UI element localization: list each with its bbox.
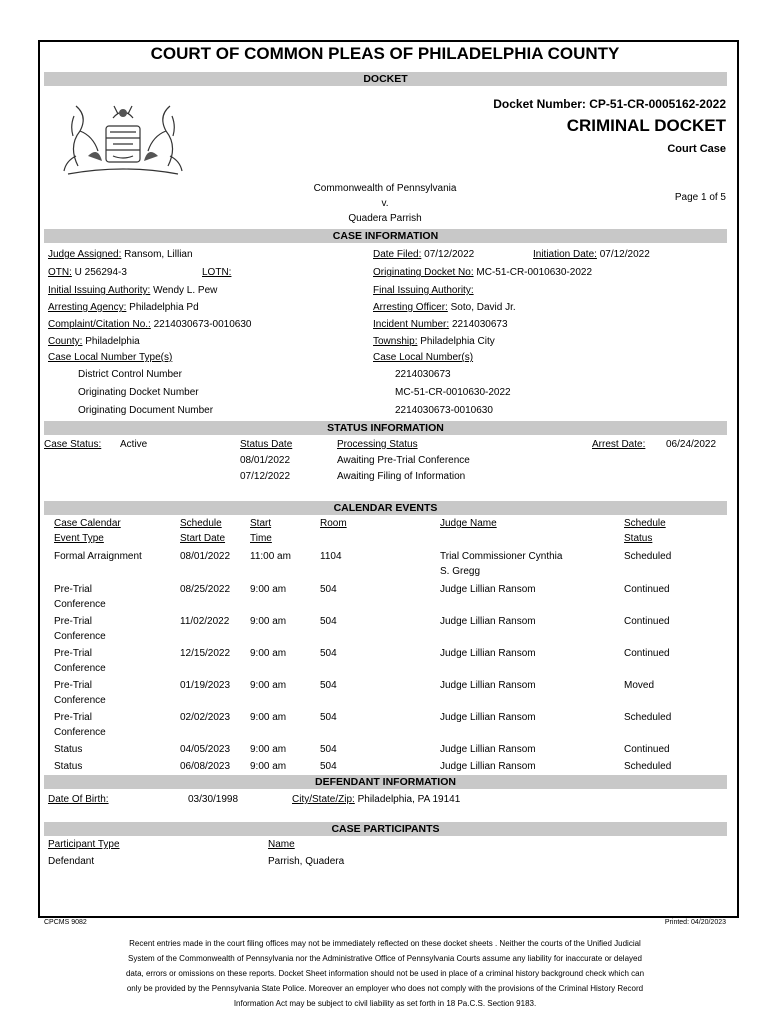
iia-value: Wendy L. Pew: [153, 285, 218, 296]
disclaimer-line-3: data, errors or omissions on these reports. Docket Sheet information should not be used in place of a criminal history background check which can: [125, 969, 645, 978]
start-time-cell: 9:00 am: [250, 712, 287, 723]
start-time-cell: 9:00 am: [250, 680, 287, 691]
local-number-3: 2214030673-0010630: [395, 405, 493, 416]
docket-bar: DOCKET: [44, 72, 727, 86]
dob-value: 03/30/1998: [188, 794, 239, 805]
start-time-cell: 9:00 am: [250, 584, 287, 595]
disclaimer-line-1: Recent entries made in the court filing offices may not be immediately reflected on these docket sheets . Neither the courts of the Unified Judicial: [129, 939, 641, 948]
event-type-cell: Pre-Trial: [54, 680, 92, 691]
dob-label: Date Of Birth:: [48, 794, 109, 805]
local-number-type-3: Originating Document Number: [78, 405, 214, 416]
col-room: Room: [320, 518, 347, 529]
event-type-cont-cell: Conference: [54, 663, 106, 674]
status-date-label: Status Date: [240, 439, 293, 450]
complaint-label: Complaint/Citation No.:: [48, 319, 151, 330]
processing-status-1: Awaiting Pre-Trial Conference: [337, 455, 470, 466]
room-cell: 504: [320, 584, 337, 595]
participant-name-value: Parrish, Quadera: [268, 856, 345, 867]
start-time-cell: 9:00 am: [250, 648, 287, 659]
col-event-type-2: Event Type: [54, 533, 104, 544]
county-value: Philadelphia: [85, 336, 140, 347]
schedule-status-cell: Continued: [624, 616, 670, 627]
originating-docket: [373, 267, 592, 278]
event-type-cell: Pre-Trial: [54, 648, 92, 659]
township-label: Township:: [373, 336, 418, 347]
judge-name-cell: Trial Commissioner Cynthia: [440, 551, 563, 562]
otn-label: OTN:: [48, 267, 72, 278]
col-status-1: Schedule: [624, 518, 666, 529]
start-time-cell: 9:00 am: [250, 616, 287, 627]
originating-docket-value: MC-51-CR-0010630-2022: [476, 267, 593, 278]
page-number: Page 1 of 5: [674, 192, 726, 203]
status-date-2: 07/12/2022: [240, 471, 291, 482]
col-start-date-1: Schedule: [180, 518, 222, 529]
room-cell: 1104: [320, 551, 342, 562]
status-date-1: 08/01/2022: [240, 455, 291, 466]
room-cell: 504: [320, 680, 337, 691]
start-date-cell: 12/15/2022: [180, 648, 231, 659]
csz-value: Philadelphia, PA 19141: [357, 794, 461, 805]
officer-label: Arresting Officer:: [373, 302, 448, 313]
date-filed-value: 07/12/2022: [424, 249, 475, 260]
initiation-date-value: 07/12/2022: [599, 249, 650, 260]
col-start-date-2: Start Date: [180, 533, 226, 544]
iia-label: Initial Issuing Authority:: [48, 285, 151, 296]
originating-docket-label: Originating Docket No:: [373, 267, 474, 278]
arrest-date-value: 06/24/2022: [666, 439, 717, 450]
caption-versus: v.: [381, 198, 389, 209]
room-cell: 504: [320, 761, 337, 772]
disclaimer-line-4: only be provided by the Pennsylvania State Police. Moreover an employer who does not comply with the provisions of the Criminal History Record: [126, 984, 644, 993]
final-issuing-authority-label: Final Issuing Authority:: [373, 285, 474, 296]
start-date-cell: 04/05/2023: [180, 744, 231, 755]
participant-type-value: Defendant: [48, 856, 95, 867]
start-date-cell: 08/01/2022: [180, 551, 231, 562]
start-date-cell: 08/25/2022: [180, 584, 231, 595]
schedule-status-cell: Continued: [624, 648, 670, 659]
docket-number: Docket Number: CP-51-CR-0005162-2022: [493, 97, 726, 111]
room-cell: 504: [320, 744, 337, 755]
caption-defendant: Quadera Parrish: [348, 213, 422, 224]
room-cell: 504: [320, 616, 337, 627]
room-cell: 504: [320, 712, 337, 723]
docket-type: CRIMINAL DOCKET: [566, 116, 726, 135]
col-event-type-1: Case Calendar: [54, 518, 121, 529]
arresting-agency: [48, 302, 199, 313]
township: [373, 336, 495, 347]
judge-assigned-value: Ransom, Lillian: [124, 249, 193, 260]
start-date-cell: 06/08/2023: [180, 761, 231, 772]
county: [48, 336, 140, 347]
event-type-cont-cell: Conference: [54, 695, 106, 706]
start-date-cell: 01/19/2023: [180, 680, 231, 691]
township-value: Philadelphia City: [420, 336, 495, 347]
judge-name-cell: Judge Lillian Ransom: [440, 616, 536, 627]
caption-commonwealth: Commonwealth of Pennsylvania: [313, 183, 457, 194]
disclaimer-line-2: System of the Commonwealth of Pennsylvania nor the Administrative Office of Pennsylvania Courts assume any liability for inaccurate or delayed: [128, 954, 642, 963]
event-type-cell: Status: [54, 744, 83, 755]
officer-value: Soto, David Jr.: [450, 302, 516, 313]
disclaimer-line-5: Information Act may be subject to civil liability as set forth in 18 Pa.C.S. Section 9183.: [233, 999, 537, 1008]
court-case-label: Court Case: [667, 143, 726, 155]
event-type-cont-cell: Conference: [54, 631, 106, 642]
event-type-cell: Formal Arraignment: [54, 551, 142, 562]
local-number-2: MC-51-CR-0010630-2022: [395, 387, 511, 398]
schedule-status-cell: Moved: [624, 680, 655, 691]
schedule-status-cell: Scheduled: [624, 551, 672, 562]
incident-label: Incident Number:: [373, 319, 450, 330]
room-cell: 504: [320, 648, 337, 659]
event-type-cont-cell: Conference: [54, 599, 106, 610]
judge-name-cell: Judge Lillian Ransom: [440, 761, 536, 772]
start-time-cell: 9:00 am: [250, 761, 287, 772]
agency-value: Philadelphia Pd: [129, 302, 199, 313]
judge-name-cell: Judge Lillian Ransom: [440, 680, 536, 691]
judge-name-cell: Judge Lillian Ransom: [440, 712, 536, 723]
judge-assigned-label: Judge Assigned:: [48, 249, 122, 260]
initiation-date-label: Initiation Date:: [533, 249, 597, 260]
local-number-1: 2214030673: [395, 369, 451, 380]
initiation-date: [533, 249, 650, 260]
schedule-status-cell: Scheduled: [624, 761, 672, 772]
form-number: CPCMS 9082: [44, 919, 87, 926]
local-number-type-2: Originating Docket Number: [78, 387, 199, 398]
pennsylvania-seal: [58, 96, 188, 178]
incident-number: [373, 319, 508, 330]
schedule-status-cell: Scheduled: [624, 712, 672, 723]
start-date-cell: 02/02/2023: [180, 712, 231, 723]
judge-name-cont-cell: S. Gregg: [440, 566, 481, 577]
col-status-2: Status: [624, 533, 653, 544]
defendant-information-bar: DEFENDANT INFORMATION: [44, 775, 727, 789]
event-type-cell: Pre-Trial: [54, 616, 92, 627]
date-filed: [373, 249, 474, 260]
lotn-label: LOTN:: [202, 267, 232, 278]
court-title: COURT OF COMMON PLEAS OF PHILADELPHIA COUNTY: [150, 44, 620, 63]
case-participants-bar: CASE PARTICIPANTS: [44, 822, 727, 836]
case-information-bar: CASE INFORMATION: [44, 229, 727, 243]
col-judge-name: Judge Name: [440, 518, 497, 529]
local-number-type-1: District Control Number: [78, 369, 182, 380]
participant-type-label: Participant Type: [48, 839, 120, 850]
complaint-value: 2214030673-0010630: [153, 319, 252, 330]
local-number-type-label: Case Local Number Type(s): [48, 352, 173, 363]
status-information-bar: STATUS INFORMATION: [44, 421, 727, 435]
county-label: County:: [48, 336, 83, 347]
start-time-cell: 9:00 am: [250, 744, 287, 755]
case-status-label: Case Status:: [44, 439, 102, 450]
col-start-time-2: Time: [250, 533, 272, 544]
event-type-cell: Pre-Trial: [54, 712, 92, 723]
processing-status-2: Awaiting Filing of Information: [337, 471, 466, 482]
otn-value: U 256294-3: [74, 267, 127, 278]
incident-value: 2214030673: [451, 319, 508, 330]
calendar-events-bar: CALENDAR EVENTS: [44, 501, 727, 515]
otn: [48, 267, 127, 278]
disclaimer: [60, 936, 710, 1011]
initial-issuing-authority: [48, 285, 217, 296]
event-type-cell: Status: [54, 761, 83, 772]
csz-label: City/State/Zip:: [292, 794, 355, 805]
agency-label: Arresting Agency:: [48, 302, 127, 313]
judge-assigned: [48, 249, 193, 260]
local-numbers-label: Case Local Number(s): [373, 352, 474, 363]
col-start-time-1: Start: [250, 518, 272, 529]
schedule-status-cell: Continued: [624, 744, 670, 755]
arresting-officer: [373, 302, 516, 313]
judge-name-cell: Judge Lillian Ransom: [440, 648, 536, 659]
city-state-zip: [292, 794, 460, 805]
processing-status-label: Processing Status: [337, 439, 418, 450]
participant-name-label: Name: [268, 839, 295, 850]
complaint-citation: [48, 319, 252, 330]
judge-name-cell: Judge Lillian Ransom: [440, 584, 536, 595]
event-type-cell: Pre-Trial: [54, 584, 92, 595]
schedule-status-cell: Continued: [624, 584, 670, 595]
start-time-cell: 11:00 am: [250, 551, 291, 562]
event-type-cont-cell: Conference: [54, 727, 106, 738]
date-filed-label: Date Filed:: [373, 249, 422, 260]
printed-date: Printed: 04/20/2023: [664, 919, 726, 926]
start-date-cell: 11/02/2022: [180, 616, 230, 627]
arrest-date-label: Arrest Date:: [592, 439, 646, 450]
judge-name-cell: Judge Lillian Ransom: [440, 744, 536, 755]
case-status-value: Active: [120, 439, 148, 450]
